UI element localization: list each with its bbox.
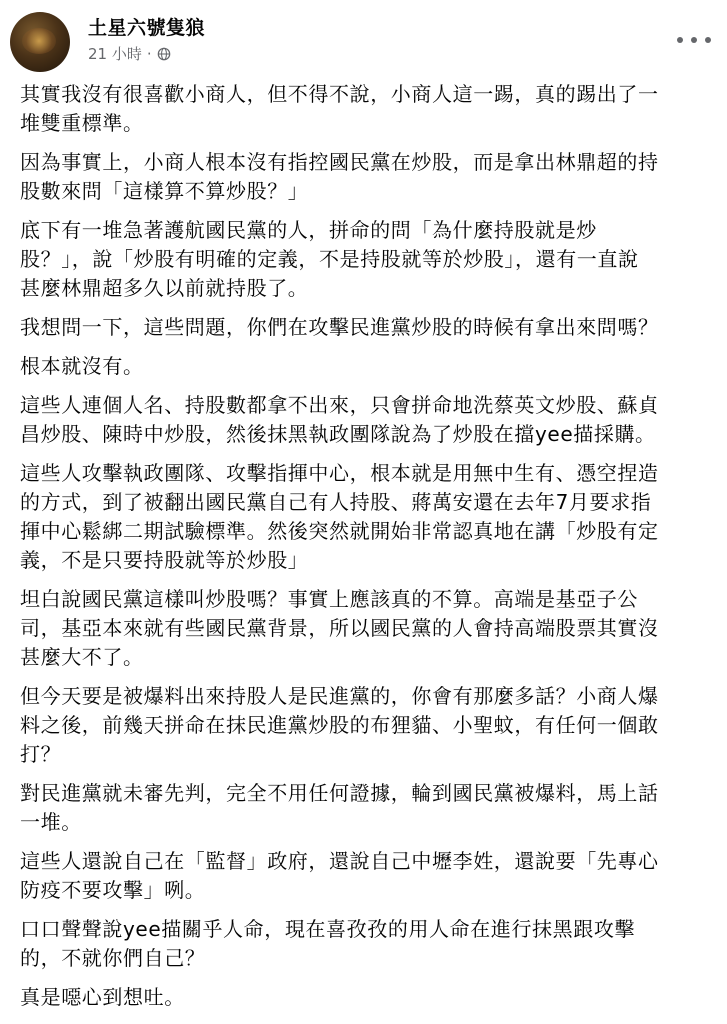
dot xyxy=(705,37,711,43)
paragraph: 口口聲聲說yee描關乎人命，現在喜孜孜的用人命在進行抹黑跟攻擊 的，不就你們自己？ xyxy=(20,917,636,970)
paragraph: 其實我沒有很喜歡小商人，但不得不說，小商人這一踢，真的踢出了一 堆雙重標準。 xyxy=(20,82,659,135)
paragraph: 但今天要是被爆料出來持股人是民進黨的，你會有那麼多話？小商人爆 料之後，前幾天拼命在抹民進黨炒股的布狸貓、小聖蚊，有任何一個敢 打？ xyxy=(20,684,659,766)
paragraph: 這些人還說自己在「監督」政府，還說自己中壢李姓，還說要「先專心 防疫不要攻擊」咧。 xyxy=(20,849,659,902)
paragraph: 根本就沒有。 xyxy=(20,354,144,378)
paragraph: 底下有一堆急著護航國民黨的人，拼命的問「為什麼持股就是炒 股？」，說「炒股有明確的定義，不是持股就等於炒股」，還有一直說 甚麼林鼎超多久以前就持股了。 xyxy=(20,218,639,300)
meta-separator: · xyxy=(146,44,152,63)
post-body xyxy=(20,80,715,1022)
post-timestamp[interactable]: 21 小時 xyxy=(88,45,142,63)
more-options-icon[interactable] xyxy=(677,30,711,50)
paragraph: 對民進黨就未審先判，完全不用任何證據，輪到國民黨被爆料，馬上話 一堆。 xyxy=(20,781,659,834)
post-header xyxy=(0,0,727,80)
globe-icon[interactable] xyxy=(157,47,171,61)
paragraph: 因為事實上，小商人根本沒有指控國民黨在炒股，而是拿出林鼎超的持 股數來問「這樣算不算炒股？」 xyxy=(20,150,659,203)
author-name[interactable]: 土星六號隻狼 xyxy=(88,17,206,39)
paragraph: 我想問一下，這些問題，你們在攻擊民進黨炒股的時候有拿出來問嗎？ xyxy=(20,315,659,339)
avatar[interactable] xyxy=(10,12,70,72)
paragraph: 這些人連個人名、持股數都拿不出來，只會拼命地洗蔡英文炒股、蘇貞 昌炒股、陳時中炒股，然後抹黑執政團隊說為了炒股在擋yee描採購。 xyxy=(20,393,659,446)
paragraph: 坦白說國民黨這樣叫炒股嗎？事實上應該真的不算。高端是基亞子公 司，基亞本來就有些國民黨背景，所以國民黨的人會持高端股票其實沒 甚麼大不了。 xyxy=(20,587,659,669)
post-meta xyxy=(88,43,171,64)
paragraph: 真是噁心到想吐。 xyxy=(20,985,185,1009)
paragraph: 這些人攻擊執政團隊、攻擊指揮中心，根本就是用無中生有、憑空捏造 的方式，到了被翻出國民黨自己有人持股、蔣萬安還在去年7月要求指 揮中心鬆綁二期試驗標準。然後突然就開始非常認真地在講「炒股有定 義，不是只要持股就等於炒股」 xyxy=(20,461,659,572)
avatar-image xyxy=(22,28,56,54)
dot xyxy=(691,37,697,43)
dot xyxy=(677,37,683,43)
